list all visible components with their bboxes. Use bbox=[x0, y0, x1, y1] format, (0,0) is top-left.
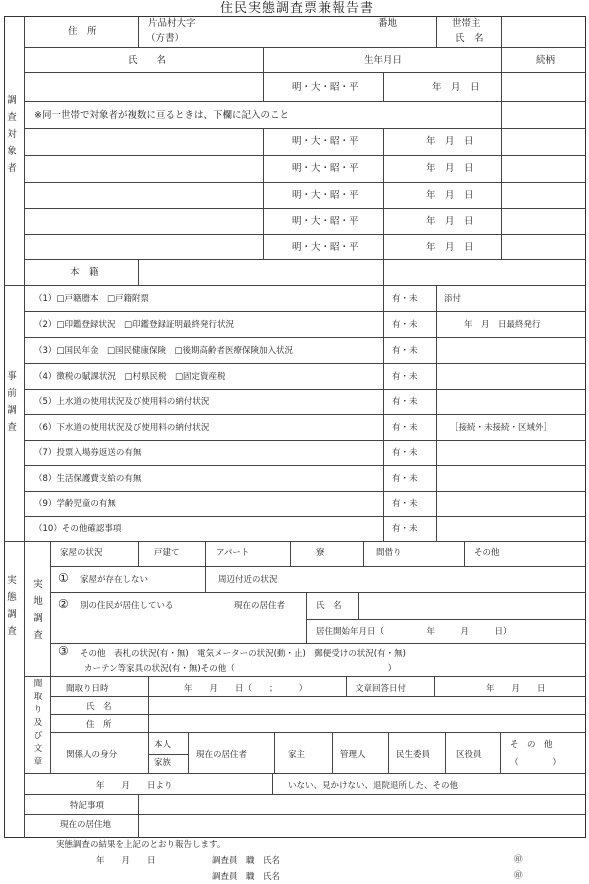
case2-text: 別の住民が居住している bbox=[80, 601, 174, 611]
role-label: 家主 bbox=[288, 750, 306, 760]
rule bbox=[148, 676, 149, 696]
multi-note: ※同一世帯で対象者が複数に亘るときは、下欄に記入のこと bbox=[34, 110, 289, 121]
hearing-address-label: 住 所 bbox=[86, 720, 112, 730]
case3-line1: その他 表札の状況(有・無) 電気メーターの状況(動・止) 郵便受けの状況(有・無) bbox=[80, 649, 406, 659]
case1-num: ① bbox=[58, 571, 69, 585]
name-header: 氏 名 bbox=[128, 55, 167, 66]
era-row: 明・大・昭・平 bbox=[292, 190, 359, 201]
pre-status: 有・未 bbox=[392, 294, 418, 304]
rule bbox=[464, 541, 465, 566]
pre-item-6: （6）下水道の使用状況及び使用料の納付状況 bbox=[34, 423, 210, 433]
banchi-label: 番地 bbox=[378, 18, 398, 29]
sonota-paren: （ ） bbox=[510, 758, 562, 768]
setainushi-label: 世帯主 bbox=[452, 18, 481, 29]
hearing-name-label: 氏 名 bbox=[86, 702, 112, 712]
survey-side-label: 調査対象者 bbox=[7, 95, 17, 174]
pre-item-8: （8）生活保護費支給の有無 bbox=[34, 474, 142, 484]
address-kata: （方書） bbox=[146, 33, 185, 44]
since-label: 年 月 日より bbox=[96, 781, 173, 791]
pre-status: 有・未 bbox=[392, 346, 418, 356]
case2-num: ② bbox=[58, 597, 69, 611]
pre-item-10: （10）その他確認事項 bbox=[34, 524, 122, 534]
rule bbox=[24, 465, 586, 466]
rule bbox=[24, 414, 586, 415]
rule bbox=[24, 676, 586, 677]
ymd-row: 年 月 日 bbox=[426, 163, 474, 174]
sonota-label: そ の 他 bbox=[510, 740, 553, 750]
report-text: 実態調査の結果を上記のとおり報告します。 bbox=[56, 840, 226, 850]
relation-label: 関係人の身分 bbox=[66, 750, 118, 760]
case1-text: 家屋が存在しない bbox=[80, 575, 149, 585]
era-row: 明・大・昭・平 bbox=[292, 163, 359, 174]
rule bbox=[358, 592, 359, 619]
house-type: 間借り bbox=[376, 548, 402, 558]
rule bbox=[306, 592, 307, 643]
rule bbox=[24, 491, 586, 492]
seal-icon: ㊞ bbox=[514, 871, 523, 881]
hearing-date-value: 年 月 日（ ； ） bbox=[184, 684, 308, 694]
pre-item-4: （4）徴税の賦課状況 □村県民税 □固定資産税 bbox=[34, 372, 226, 382]
role-label: 民生委員 bbox=[396, 750, 431, 760]
rule bbox=[188, 732, 189, 773]
reply-date-label: 文章回答日付 bbox=[355, 684, 407, 694]
current-resident-label: 現在の居住者 bbox=[234, 601, 286, 611]
start-date: 居住開始年月日（ 年 月 日） bbox=[316, 627, 512, 637]
ymd-row: 年 月 日 bbox=[426, 242, 474, 253]
rule bbox=[290, 541, 291, 566]
house-label: 家屋の状況 bbox=[60, 548, 103, 558]
rule bbox=[501, 101, 502, 259]
pre-item-3: （3）□国民年金 □国民健康保険 □後期高齢者医療保険加入状況 bbox=[34, 346, 294, 356]
rule bbox=[50, 714, 586, 715]
house-type: アパート bbox=[216, 548, 250, 558]
rule bbox=[50, 541, 51, 773]
rule bbox=[148, 696, 149, 732]
birth-header: 生年月日 bbox=[364, 55, 403, 66]
role-label: 管理人 bbox=[340, 750, 366, 760]
pre-item-2: （2）□印鑑登録状況 □印鑑登録証明最終発行状況 bbox=[34, 320, 234, 330]
rule bbox=[24, 389, 586, 390]
pre-status: 有・未 bbox=[392, 474, 418, 484]
house-type: その他 bbox=[474, 548, 500, 558]
role-label: 区役員 bbox=[456, 750, 482, 760]
rule bbox=[332, 732, 333, 773]
house-type: 寮 bbox=[316, 548, 325, 558]
address-value: 片品村大字 bbox=[148, 18, 196, 29]
hearing-date-label: 聞取り日時 bbox=[66, 684, 109, 694]
rule bbox=[501, 47, 502, 101]
rule bbox=[50, 643, 586, 644]
surveyor-1: 調査員 職 氏名 bbox=[212, 856, 281, 866]
seal-icon: ㊞ bbox=[514, 855, 523, 865]
since-note: いない、見かけない、退院退所した、その他 bbox=[288, 781, 459, 791]
rule bbox=[383, 259, 384, 285]
rule bbox=[24, 363, 586, 364]
era-row: 明・大・昭・平 bbox=[292, 242, 359, 253]
rule bbox=[263, 128, 264, 259]
rule bbox=[50, 592, 586, 593]
setainushi-name-label: 氏 名 bbox=[455, 33, 484, 44]
rule bbox=[138, 794, 139, 838]
kazoku-label: 家族 bbox=[154, 758, 172, 768]
page-title: 住民実態調査票兼報告書 bbox=[220, 1, 375, 16]
house-type: 戸建て bbox=[154, 548, 180, 558]
pre-note-1: 添付 bbox=[444, 294, 462, 304]
report-date: 年 月 日 bbox=[96, 856, 156, 866]
rule bbox=[501, 16, 502, 47]
reply-date-value: 年 月 日 bbox=[486, 684, 546, 694]
rule bbox=[50, 732, 586, 733]
rule bbox=[24, 440, 586, 441]
actual-sub-label: 実地調査 bbox=[33, 579, 43, 641]
rule bbox=[272, 773, 273, 794]
pre-status: 有・未 bbox=[392, 372, 418, 382]
era-row: 明・大・昭・平 bbox=[292, 216, 359, 227]
rule bbox=[24, 311, 586, 312]
pre-status: 有・未 bbox=[392, 423, 418, 433]
address-label: 住 所 bbox=[68, 26, 97, 37]
pre-status: 有・未 bbox=[392, 499, 418, 509]
rule bbox=[205, 541, 206, 566]
pre-item-9: （9）学齢児童の有無 bbox=[34, 499, 116, 509]
pre-item-5: （5）上水道の使用状況及び使用料の納付状況 bbox=[34, 397, 210, 407]
rule bbox=[383, 128, 384, 259]
rule bbox=[24, 794, 586, 795]
surveyor-2: 調査員 職 氏名 bbox=[212, 872, 281, 882]
rule bbox=[434, 676, 435, 696]
rule bbox=[24, 773, 586, 774]
rule bbox=[138, 16, 139, 47]
hearing-side-label: 聞取り及び文章 bbox=[33, 679, 43, 767]
rule bbox=[24, 516, 586, 517]
rule bbox=[148, 754, 188, 755]
rule bbox=[383, 72, 384, 101]
rule bbox=[138, 259, 139, 285]
pre-note-2: 年 月 日最終発行 bbox=[464, 320, 541, 330]
case3-line2: カーテン等家具の状況(有・無)その他（ ） bbox=[84, 664, 397, 674]
shimei-label: 氏 名 bbox=[316, 601, 342, 611]
pre-status: 有・未 bbox=[392, 448, 418, 458]
rule bbox=[436, 16, 437, 47]
rule bbox=[24, 259, 586, 260]
pre-side-label: 事前調査 bbox=[7, 371, 17, 433]
ymd-row: 年 月 日 bbox=[426, 136, 474, 147]
ymd-main: 年 月 日 bbox=[432, 82, 480, 93]
role-label: 現在の居住者 bbox=[196, 750, 248, 760]
rule bbox=[4, 541, 586, 542]
ymd-row: 年 月 日 bbox=[426, 190, 474, 201]
rule bbox=[436, 285, 437, 541]
rule bbox=[4, 285, 586, 286]
rule bbox=[50, 566, 586, 567]
rule bbox=[263, 47, 264, 101]
actual-side-label: 実態調査 bbox=[7, 575, 17, 637]
special-label: 特記事項 bbox=[70, 801, 105, 811]
rule bbox=[274, 732, 275, 773]
rule bbox=[50, 696, 586, 697]
pre-status: 有・未 bbox=[392, 524, 418, 534]
era-row: 明・大・昭・平 bbox=[292, 136, 359, 147]
rule bbox=[306, 619, 586, 620]
pre-status: 有・未 bbox=[392, 320, 418, 330]
case3-num: ③ bbox=[58, 644, 69, 658]
rule bbox=[24, 16, 25, 838]
rule bbox=[138, 541, 139, 566]
rule bbox=[445, 732, 446, 773]
rule bbox=[388, 732, 389, 773]
rule bbox=[383, 285, 384, 541]
pre-note-6: ［接続・未接続・区域外］ bbox=[450, 423, 553, 433]
ymd-row: 年 月 日 bbox=[426, 216, 474, 227]
pre-item-1: （1）□戸籍謄本 □戸籍附票 bbox=[34, 294, 149, 304]
rule bbox=[148, 732, 149, 773]
honnin-label: 本人 bbox=[154, 740, 172, 750]
honseki-label: 本 籍 bbox=[70, 267, 99, 278]
current-address-label: 現在の居住地 bbox=[60, 820, 112, 830]
pre-item-7: （7）投票入場券返送の有無 bbox=[34, 448, 142, 458]
rule bbox=[500, 732, 501, 773]
rule bbox=[24, 814, 586, 815]
rule bbox=[346, 676, 347, 696]
rule bbox=[205, 566, 206, 592]
rule bbox=[363, 541, 364, 566]
relation-header: 続柄 bbox=[536, 55, 556, 66]
pre-status: 有・未 bbox=[392, 397, 418, 407]
case1-note: 周辺付近の状況 bbox=[218, 575, 278, 585]
rule bbox=[24, 337, 586, 338]
era-main: 明・大・昭・平 bbox=[292, 82, 359, 93]
